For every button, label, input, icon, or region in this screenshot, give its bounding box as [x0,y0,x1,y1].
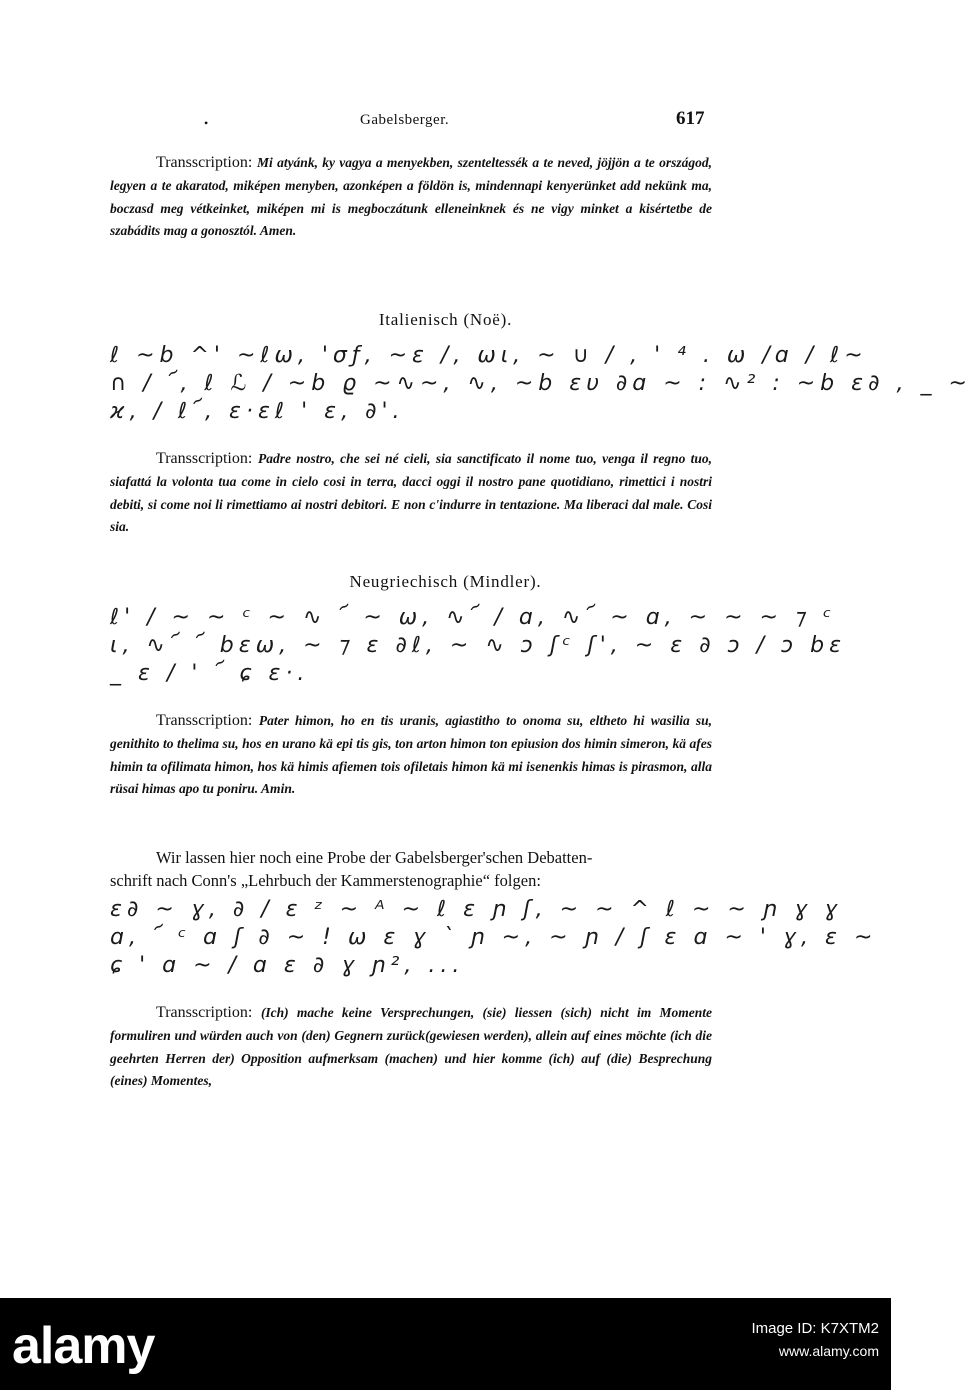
italian-steno [110,342,972,426]
greek-heading: Neugriechisch (Mindler). [349,572,542,591]
debate-intro-line-1: Wir lassen hier noch eine Probe der Gabelsberger'schen Debatten- [156,848,593,867]
hungarian-text: Mi atyánk, ky vagya a menyekben, szenteltessék a te neved, jöjjön a te országod, legyen a te akaratod, miképen menyben, azonképen a földön is, mindennapi kenyerünket add nekünk ma, boczasd meg vétkeinket, miképen mi is megboczátunk elleneinknek és ne vigy minket a kisértetbe de szabádits mag a gonosztól. Amen. [110,155,712,239]
watermark-meta [751,1318,879,1362]
debate-intro-line-2: schrift nach Conn's „Lehrbuch der Kammerstenographie“ folgen: [110,871,541,890]
steno-line: _ ɛ / ' ՜ ɕ ɛ·. [110,661,310,686]
page-number: 617 [676,108,705,129]
transcription-label: Transscription: [156,450,253,467]
transcription-label: Transscription: [156,154,253,171]
hungarian-transcription [110,152,712,243]
debate-intro [110,846,712,892]
transcription-label: Transscription: [156,1004,253,1021]
alamy-logo: alamy [12,1317,155,1375]
debate-steno [110,896,878,980]
steno-line: ℓ ~b ^' ~ℓω, 'σƒ, ~ε /, ωι, ~ ∪ / , ' ⁴ . ω /ɑ / ℓ~ [110,343,868,368]
steno-line: ϰ, / ℓ՜, ɛ·ɛℓ ' ɛ, ∂'. [110,399,405,424]
steno-line: ι, ∿՜ ՜ bɛω, ~ ⁊ ɛ ∂ℓ, ~ ∿ ɔ ʃᶜ ʃ', ~ ɛ ∂ ɔ / ɔ bɛ [110,633,847,658]
steno-line: ɛ∂ ~ ɣ, ∂ / ɛ ᶻ ~ ᴬ ~ ℓ ɛ ɲ ʃ, ~ ~ ^ ℓ ~ ~ ɲ ɣ ɣ [110,897,843,922]
transcription-label: Transscription: [156,712,253,729]
italian-transcription [110,448,712,539]
steno-line: ℓ' / ~ ~ ᶜ ~ ∿ ՜ ~ ω, ∿՜ / ɑ, ∿՜ ~ ɑ, ~ ~ ~ ⁊ ᶜ [110,605,836,630]
greek-transcription [110,710,712,801]
site-url: www.alamy.com [778,1343,879,1359]
debate-transcription [110,1002,712,1093]
debate-text: (Ich) mache keine Versprechungen, (sie) liessen (sich) nicht im Momente formuliren und würden auch von (den) Gegnern zurück(gewiesen werden), allein auf eines möchte (ich die geehrten Herren der) Opposition aufmerksam (machen) und hier komme (ich) auf (die) Besprechung (eines) Momentes, [110,1005,712,1089]
steno-line: ∩ / ՜, ℓ ℒ / ~b ϱ ~∿~, ∿, ~b ɛυ ∂ɑ ~ : ∿² : ~b ɛ∂ , _ ~ [110,371,972,396]
greek-text: Pater himon, ho en tis uranis, agiastitho to onoma su, eltheto hi wasilia su, genithito to thelima su, hos en urano kä epi tis gis, ton arton himon ton epiusion dos himin simeron, kä afes himin ta ofilimata himon, hos kä himis afiemen tois ofiletais himon kä mi isenenkis himas is pirasmon, alla rüsai himas apo tu poniru. Amin. [110,713,713,797]
italian-heading: Italienisch (Noë). [378,310,513,329]
steno-line: ɑ, ՜ ᶜ ɑ ʃ ∂ ~ ! ω ɛ ɣ ` ɲ ~, ~ ɲ / ʃ ɛ ɑ ~ ' ɣ, ɛ ~ [110,925,878,950]
running-head [0,108,891,136]
image-id: Image ID: K7XTM2 [751,1320,879,1337]
greek-steno [110,604,847,688]
italian-text: Padre nostro, che sei né cieli, sia sanctificato il nome tuo, venga il regno tuo, siafattá la volonta tua come in cielo cosi in terra, dacci oggi il nostro pane quotidiano, rimettici i nostri debiti, si come noi li rimettiamo ai nostri debitori. E non c'indurre in tentazione. Ma liberaci dal male. Cosi sia. [110,451,713,535]
page-mark: • [204,116,209,130]
running-title: Gabelsberger. [360,112,450,128]
steno-line: ɕ ' ɑ ~ / ɑ ɛ ∂ ɣ ɲ², ... [110,953,465,978]
